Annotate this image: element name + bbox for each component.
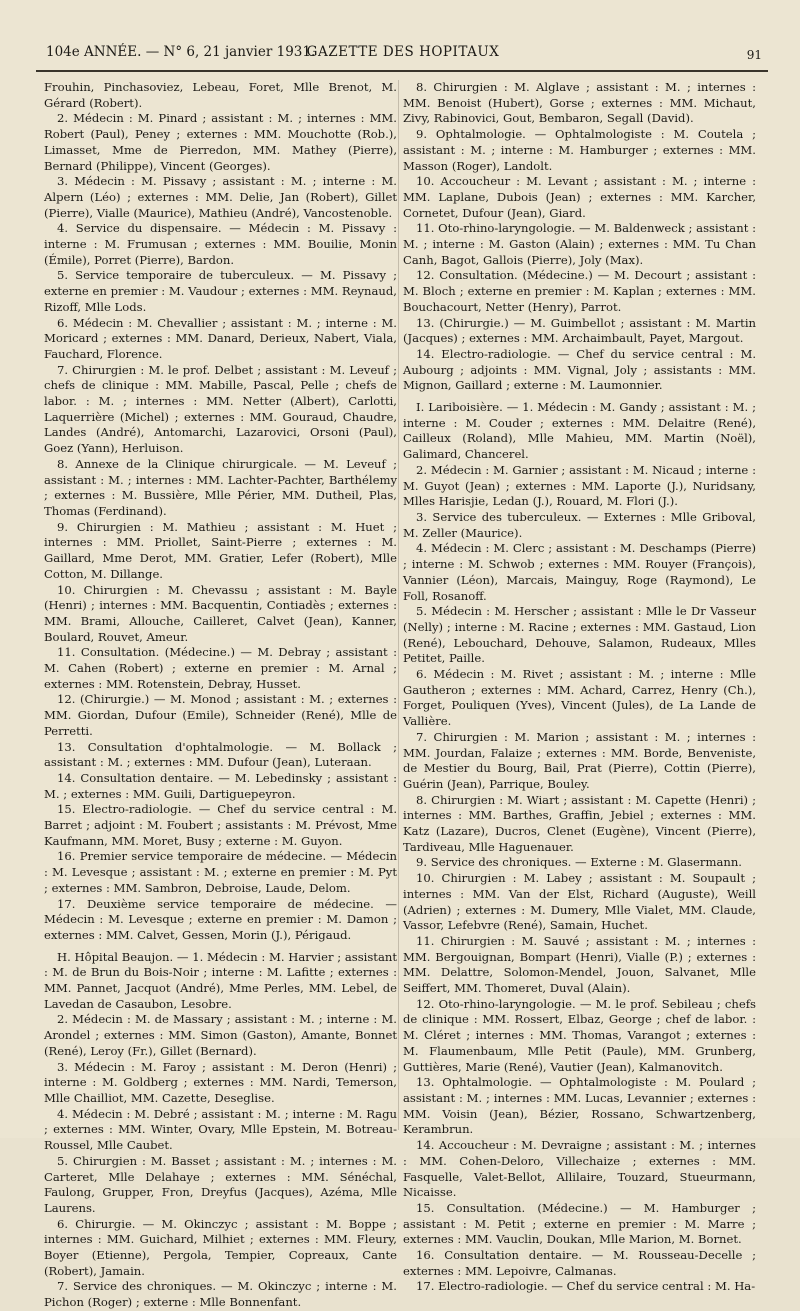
paragraph: 7. Chirurgien : M. Marion ; assistant : M. ; internes : MM. Jourdan, Falaize ; externes : MM. Borde, Benveniste, de Mestier du Bourg, Bail, Prat (Pierre), Cottin (Pierre), Guérin (Jean), Parrique, Bouley.: [403, 729, 756, 791]
right-column: [403, 80, 756, 1295]
paragraph: 7. Service des chroniques. — M. Okinczyc ; interne : M. Pichon (Roger) ; externe : Mlle Bonnenfant.: [44, 1279, 397, 1310]
paragraph: 15. Consultation. (Médecine.) — M. Hamburger ; assistant : M. Petit ; externe en premier : M. Marre ; externes : MM. Vauclin, Doukan, Mlle Marion, M. Bornet.: [403, 1200, 756, 1247]
paragraph: 14. Electro-radiologie. — Chef du service central : M. Aubourg ; adjoints : MM. Vignal, Joly ; assistants : MM. Mignon, Gaillard ; externe : M. Laumonnier.: [403, 346, 756, 393]
column-divider: [398, 80, 399, 1130]
page-number: 91: [746, 48, 762, 62]
paragraph: 17. Electro-radiologie. — Chef du service central : M. Ha-: [416, 1279, 756, 1294]
paragraph: 2. Médecin : M. Pinard ; assistant : M. ; internes : MM. Robert (Paul), Peney ; externes : MM. Mouchotte (Rob.), Limasset, Mme de Pierredon, MM. Mathey (Pierre), Bernard (Philippe), Vincent (Georges).: [44, 111, 397, 173]
paragraph: 16. Consultation dentaire. — M. Rousseau-Decelle ; externes : MM. Lepoivre, Calmanas.: [403, 1248, 756, 1278]
paragraph: 13. Consultation d'ophtalmologie. — M. Bollack ; assistant : M. ; externes : MM. Dufour (Jean), Luteraan.: [44, 739, 397, 770]
paragraph: 4. Médecin : M. Debré ; assistant : M. ; interne : M. Ragu ; externes : MM. Winter, Ovary, Mlle Epstein, M. Botreau-Roussel, Mlle Caubet.: [44, 1106, 397, 1153]
paragraph: 2. Médecin : M. Garnier ; assistant : M. Nicaud ; interne : M. Guyot (Jean) ; externes : MM. Laporte (J.), Nuridsany, Mlles Harisjie, Ledan (J.), Rouard, M. Flori (J.).: [403, 462, 756, 509]
paragraph: 3. Service des tuberculeux. — Externes : Mlle Griboval, M. Zeller (Maurice).: [403, 509, 756, 540]
paragraph: 17. Deuxième service temporaire de médecine. — Médecin : M. Levesque ; externe en premier : M. Damon ; externes : MM. Calvet, Gessen, Morin (J.), Périgaud.: [44, 896, 397, 942]
paragraph: 8. Chirurgien : M. Wiart ; assistant : M. Capette (Henri) ; internes : MM. Barthes, Graffin, Jebiel ; externes : MM. Katz (Lazare), Ducros, Clenet (Eugène), Vincent (Pierre), Tardiveau, Mlle Haguenauer.: [403, 792, 756, 854]
paragraph: H. Hôpital Beaujon. — 1. Médecin : M. Harvier ; assistant : M. de Brun du Bois-Noir ; interne : M. Lafitte ; externes : MM. Pannet, Jacquot (André), Mme Perles, MM. Lebel, de Lavedan de Casaubon, Lesobre.: [44, 949, 397, 1011]
left-column: [44, 80, 397, 1311]
paragraph: 11. Chirurgien : M. Sauvé ; assistant : M. ; internes : MM. Bergouignan, Bompart (Henri), Vialle (P.) ; externes : MM. Delattre, Solomon-Mendel, Jouon, Salvanet, Mlle Seiffert, MM. Thomeret, Duval (Alain).: [403, 933, 756, 996]
paragraph: 10. Chirurgien : M. Labey ; assistant : M. Soupault ; internes : MM. Van der Elst, Richard (Auguste), Weill (Adrien) ; externes : M. Dumery, Mlle Vialet, MM. Claude, Vassor, Lefebvre (René), Samain, Huchet.: [403, 871, 756, 933]
paragraph: 10. Chirurgien : M. Chevassu ; assistant : M. Bayle (Henri) ; internes : MM. Bacquentin, Contiadès ; externes : MM. Brami, Allouche, Cailleret, Calvet (Jean), Kanner, Boulard, Rouvet, Ameur.: [44, 582, 397, 644]
header-rule: [36, 70, 768, 72]
paragraph: 4. Service du dispensaire. — Médecin : M. Pissavy : interne : M. Frumusan ; externes : MM. Bouilie, Monin (Émile), Porret (Pierre), Bardon.: [44, 221, 397, 267]
paragraph: 13. (Chirurgie.) — M. Guimbellot ; assistant : M. Martin (Jacques) ; externes : MM. Archaimbault, Payet, Margout.: [403, 315, 756, 346]
paragraph: 6. Chirurgie. — M. Okinczyc ; assistant : M. Boppe ; internes : MM. Guichard, Milhiet ; externes : MM. Fleury, Boyer (Etienne), Pergola, Tempier, Copreaux, Cante (Robert), Jamain.: [44, 1216, 397, 1278]
paragraph: 14. Accoucheur : M. Devraigne ; assistant : M. ; internes : MM. Cohen-Deloro, Villechaize ; externes : MM. Fasquelle, Valet-Bellot, Allilaire, Touzard, Stueurmann, Nicaisse.: [403, 1138, 756, 1200]
paragraph: 14. Consultation dentaire. — M. Lebedinsky ; assistant : M. ; externes : MM. Guili, Dartiguepeyron.: [44, 770, 397, 801]
paragraph: 12. (Chirurgie.) — M. Monod ; assistant : M. ; externes : MM. Giordan, Dufour (Emile), Schneider (René), Mlle de Perretti.: [44, 692, 397, 738]
paragraph: 4. Médecin : M. Clerc ; assistant : M. Deschamps (Pierre) ; interne : M. Schwob ; externes : MM. Rouyer (François), Vannier (Léon), Marcais, Mainguy, Roge (Raymond), Le Foll, Rosanoff.: [403, 541, 756, 603]
paragraph: 12. Consultation. (Médecine.) — M. Decourt ; assistant : M. Bloch ; externe en premier : M. Kaplan ; externes : MM. Bouchacourt, Netter (Henry), Parrot.: [403, 268, 756, 314]
paragraph: I. Lariboisière. — 1. Médecin : M. Gandy ; assistant : M. ; interne : M. Couder ; externes : MM. Delaitre (René), Cailleux (Roland), Mlle Mahieu, MM. Martin (Noël), Galimard, Chancerel.: [403, 400, 756, 462]
paragraph: 8. Annexe de la Clinique chirurgicale. — M. Leveuf ; assistant : M. ; internes : MM. Lachter-Pachter, Barthélemy ; externes : M. Bussière, Mlle Périer, MM. Dutheil, Plas, Thomas (Ferdinand).: [44, 456, 397, 518]
paragraph: 11. Oto-rhino-laryngologie. — M. Baldenweck ; assistant : M. ; interne : M. Gaston (Alain) ; externes : MM. Tu Chan Canh, Bagot, Gallois (Pierre), Joly (Max).: [403, 221, 756, 267]
paragraph: 5. Service temporaire de tuberculeux. — M. Pissavy ; externe en premier : M. Vaudour ; externes : MM. Reynaud, Rizoff, Mlle Lods.: [44, 268, 397, 314]
paragraph: 8. Chirurgien : M. Alglave ; assistant : M. ; internes : MM. Benoist (Hubert), Gorse ; externes : MM. Michaut, Zivy, Rabinovici, Gout, Bembaron, Segall (David).: [403, 80, 756, 126]
paragraph: 7. Chirurgien : M. le prof. Delbet ; assistant : M. Leveuf ; chefs de clinique : MM. Mabille, Pascal, Pelle ; chefs de labor. : M. ; internes : MM. Netter (Albert), Carlotti, Laquerrière (Michel) ; externes : MM. Gouraud, Chaudre, Landes (André), Antomarchi, Lazarovici, Orsoni (Paul), Goez (Yann), Herluison.: [44, 362, 397, 456]
paragraph: 9. Chirurgien : M. Mathieu ; assistant : M. Huet ; internes : MM. Priollet, Saint-Pierre ; externes : M. Gaillard, Mme Derot, MM. Gratier, Lefer (Robert), Mlle Cotton, M. Dillange.: [44, 519, 397, 581]
paragraph: 12. Oto-rhino-laryngologie. — M. le prof. Sebileau ; chefs de clinique : MM. Rossert, Elbaz, George ; chef de labor. : M. Cléret ; internes : MM. Thomas, Varangot ; externes : M. Flaumenbaum, Mlle Petit (Paule), MM. Grunberg, Guttières, Marie (René), Vautier (Jean), Kalmanovitch.: [403, 996, 756, 1074]
paragraph: 13. Ophtalmologie. — Ophtalmologiste : M. Poulard ; assistant : M. ; internes : MM. Lucas, Levannier ; externes : MM. Voisin (Jean), Bézier, Rossano, Schwartzenberg, Kerambrun.: [403, 1075, 756, 1137]
page-header: [36, 42, 770, 64]
paragraph: 16. Premier service temporaire de médecine. — Médecin : M. Levesque ; assistant : M. ; externe en premier : M. Pyt ; externes : MM. Sambron, Debroise, Laude, Delom.: [44, 849, 397, 895]
paragraph: 9. Service des chroniques. — Externe : M. Glasermann.: [416, 855, 742, 870]
paragraph: Frouhin, Pinchasoviez, Lebeau, Foret, Mlle Brenot, M. Gérard (Robert).: [44, 80, 397, 110]
paragraph: 6. Médecin : M. Rivet ; assistant : M. ; interne : Mlle Gautheron ; externes : MM. Achard, Carrez, Henry (Ch.), Forget, Pouliquen (Yves), Vincent (Jules), de La Lande de Vallière.: [403, 667, 756, 729]
paragraph: 2. Médecin : M. de Massary ; assistant : M. ; interne : M. Arondel ; externes : MM. Simon (Gaston), Amante, Bonnet (René), Leroy (Fr.), Gillet (Bernard).: [44, 1012, 397, 1058]
paragraph: 10. Accoucheur : M. Levant ; assistant : M. ; interne : MM. Laplane, Dubois (Jean) ; externes : MM. Karcher, Cornetet, Dufour (Jean), Giard.: [403, 174, 756, 220]
paragraph: 9. Ophtalmologie. — Ophtalmologiste : M. Coutela ; assistant : M. ; interne : M. Hamburger ; externes : MM. Masson (Roger), Landolt.: [403, 127, 756, 173]
journal-title: GAZETTE DES HOPITAUX: [306, 44, 500, 60]
paragraph: 3. Médecin : M. Faroy ; assistant : M. Deron (Henri) ; interne : M. Goldberg ; externes : MM. Nardi, Temerson, Mlle Chailliot, MM. Cazette, Deseglise.: [44, 1059, 397, 1105]
paragraph: 11. Consultation. (Médecine.) — M. Debray ; assistant : M. Cahen (Robert) ; externe en premier : M. Arnal ; externes : MM. Rotenstein, Debray, Husset.: [44, 645, 397, 691]
paragraph: 6. Médecin : M. Chevallier ; assistant : M. ; interne : M. Moricard ; externes : MM. Danard, Derieux, Nabert, Viala, Fauchard, Florence.: [44, 315, 397, 361]
paragraph: 15. Electro-radiologie. — Chef du service central : M. Barret ; adjoint : M. Foubert ; assistants : M. Prévost, Mme Kaufmann, MM. Moret, Busy ; externe : M. Guyon.: [44, 802, 397, 848]
paragraph: 3. Médecin : M. Pissavy ; assistant : M. ; interne : M. Alpern (Léo) ; externes : MM. Delie, Jan (Robert), Gillet (Pierre), Vialle (Maurice), Mathieu (André), Vancostenoble.: [44, 174, 397, 220]
paragraph: 5. Chirurgien : M. Basset ; assistant : M. ; internes : M. Carteret, Mlle Delahaye ; externes : MM. Sénéchal, Faulong, Grupper, Fron, Dreyfus (Jacques), Azéma, Mlle Laurens.: [44, 1153, 397, 1215]
paragraph: 5. Médecin : M. Herscher ; assistant : Mlle le Dr Vasseur (Nelly) ; interne : M. Racine ; externes : MM. Gastaud, Lion (René), Lebouchard, Dehouve, Salamon, Rudeaux, Mlles Petitet, Paille.: [403, 604, 756, 666]
issue-line: 104e ANNÉE. — N° 6, 21 janvier 1931.: [46, 44, 316, 60]
